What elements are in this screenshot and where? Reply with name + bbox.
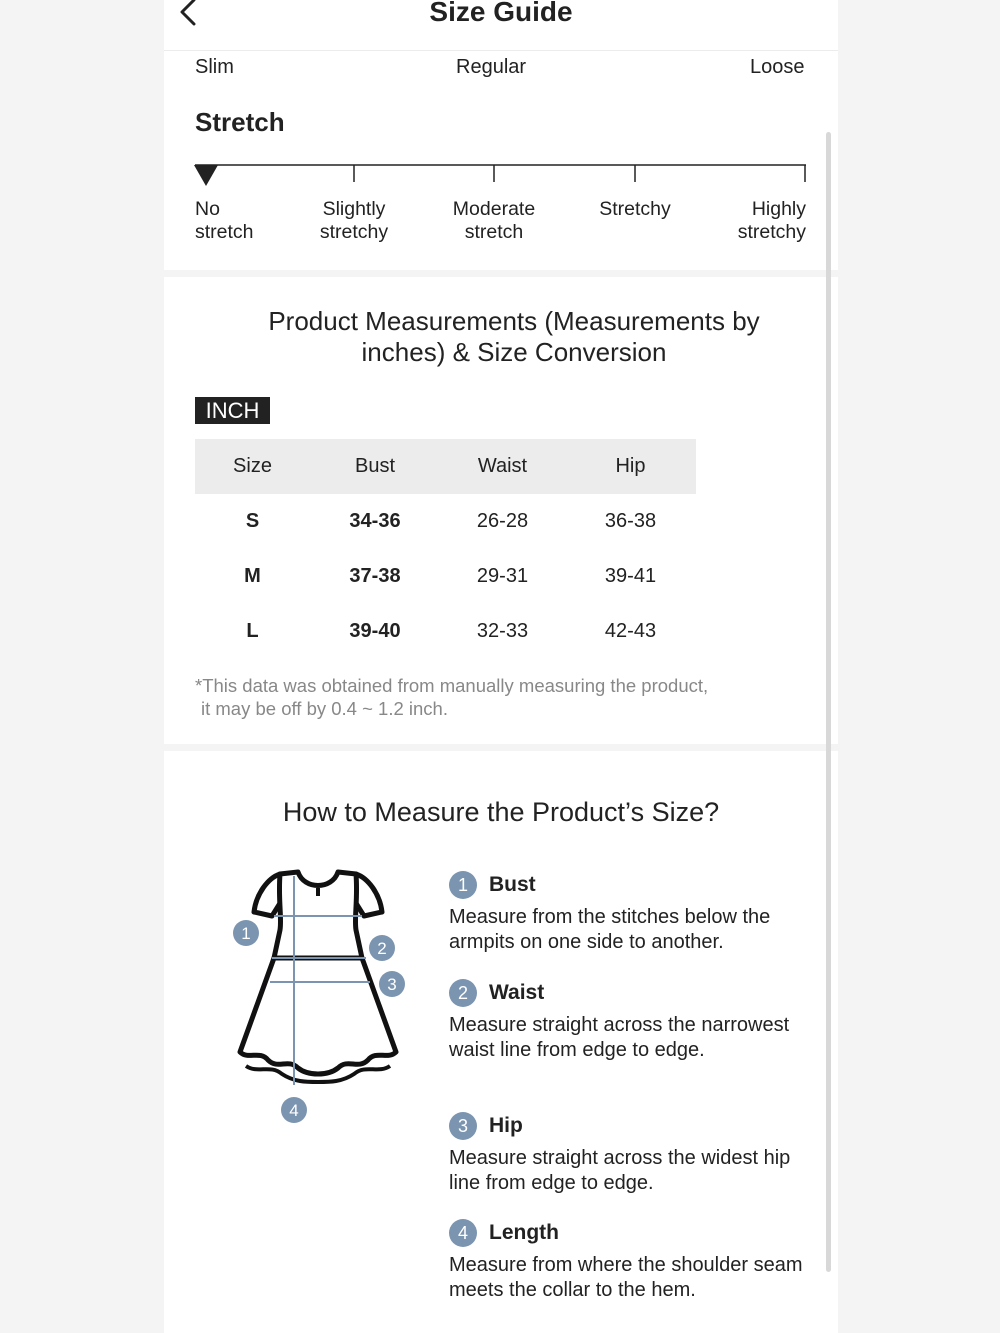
number-badge: 2 bbox=[449, 979, 477, 1007]
measure-name: Waist bbox=[489, 981, 545, 1004]
section-divider bbox=[164, 744, 838, 751]
fit-label-loose: Loose bbox=[750, 56, 805, 78]
table-cell: M bbox=[244, 565, 261, 587]
measure-description: Measure from the stitches below the armpits on one side to another. bbox=[449, 906, 771, 953]
diagram-marker-2: 2 bbox=[377, 939, 387, 958]
column-header: Bust bbox=[354, 455, 396, 477]
stretch-scale bbox=[164, 150, 838, 190]
page-title: Size Guide bbox=[429, 0, 573, 27]
header-bar bbox=[164, 0, 838, 51]
diagram-marker-4: 4 bbox=[289, 1101, 299, 1120]
number-badge: 1 bbox=[449, 871, 477, 899]
how-to-measure-title: How to Measure the Product’s Size? bbox=[282, 797, 720, 827]
column-header: Waist bbox=[477, 455, 528, 477]
measure-name: Hip bbox=[489, 1114, 523, 1137]
table-header-row bbox=[195, 439, 696, 494]
table-cell: 32-33 bbox=[476, 620, 529, 642]
stretch-label-stretchy: Stretchy bbox=[599, 198, 671, 220]
measure-description: Measure straight across the widest hip line from edge to edge. bbox=[449, 1147, 791, 1194]
diagram-marker-3: 3 bbox=[387, 975, 397, 994]
stretch-label-slightly: Slightly stretchy bbox=[319, 198, 389, 243]
number-badge: 3 bbox=[449, 1112, 477, 1140]
measure-description: Measure straight across the narrowest waist line from edge to edge. bbox=[449, 1014, 790, 1061]
stretch-label-no: No stretch bbox=[195, 198, 254, 243]
measure-item-waist bbox=[449, 979, 819, 1063]
table-cell: 37-38 bbox=[349, 565, 401, 587]
table-cell: 36-38 bbox=[604, 510, 657, 532]
measurement-note: *This data was obtained from manually measuring the product, it may be off by 0.4 ~ 1.2 inch. bbox=[195, 675, 709, 719]
measure-item-bust bbox=[449, 871, 819, 955]
fit-label-slim: Slim bbox=[195, 56, 234, 78]
table-cell: 39-41 bbox=[604, 565, 657, 587]
size-guide-screen bbox=[164, 0, 838, 1333]
measure-item-length bbox=[449, 1219, 819, 1303]
table-cell: L bbox=[246, 620, 259, 642]
table-row bbox=[195, 604, 696, 659]
unit-badge[interactable]: INCH bbox=[195, 397, 270, 424]
column-header: Size bbox=[233, 455, 272, 477]
section-divider bbox=[164, 270, 838, 277]
stretch-label-moderate: Moderate stretch bbox=[452, 198, 536, 243]
stretch-title: Stretch bbox=[195, 107, 285, 137]
table-cell: 26-28 bbox=[476, 510, 529, 532]
size-table bbox=[195, 439, 696, 659]
measure-description: Measure from where the shoulder seam meets the collar to the hem. bbox=[449, 1254, 803, 1301]
measure-name: Length bbox=[489, 1221, 559, 1244]
diagram-marker-1: 1 bbox=[241, 924, 251, 943]
measurements-title: Product Measurements (Measurements by inches) & Size Conversion bbox=[268, 306, 760, 367]
dress-diagram-icon bbox=[224, 860, 424, 1135]
selected-stretch-marker-icon bbox=[194, 165, 218, 186]
table-cell: 42-43 bbox=[604, 620, 657, 642]
number-badge: 4 bbox=[449, 1219, 477, 1247]
table-row bbox=[195, 494, 696, 549]
table-row bbox=[195, 549, 696, 604]
table-cell: S bbox=[245, 510, 260, 532]
measure-name: Bust bbox=[489, 873, 536, 896]
table-cell: 34-36 bbox=[349, 510, 401, 532]
fit-label-regular: Regular bbox=[456, 56, 527, 78]
scrollbar[interactable] bbox=[826, 132, 831, 1272]
table-cell: 39-40 bbox=[349, 620, 401, 642]
measure-item-hip bbox=[449, 1112, 819, 1196]
stretch-label-highly: Highly stretchy bbox=[737, 198, 806, 243]
table-cell: 29-31 bbox=[476, 565, 529, 587]
column-header: Hip bbox=[615, 455, 646, 477]
